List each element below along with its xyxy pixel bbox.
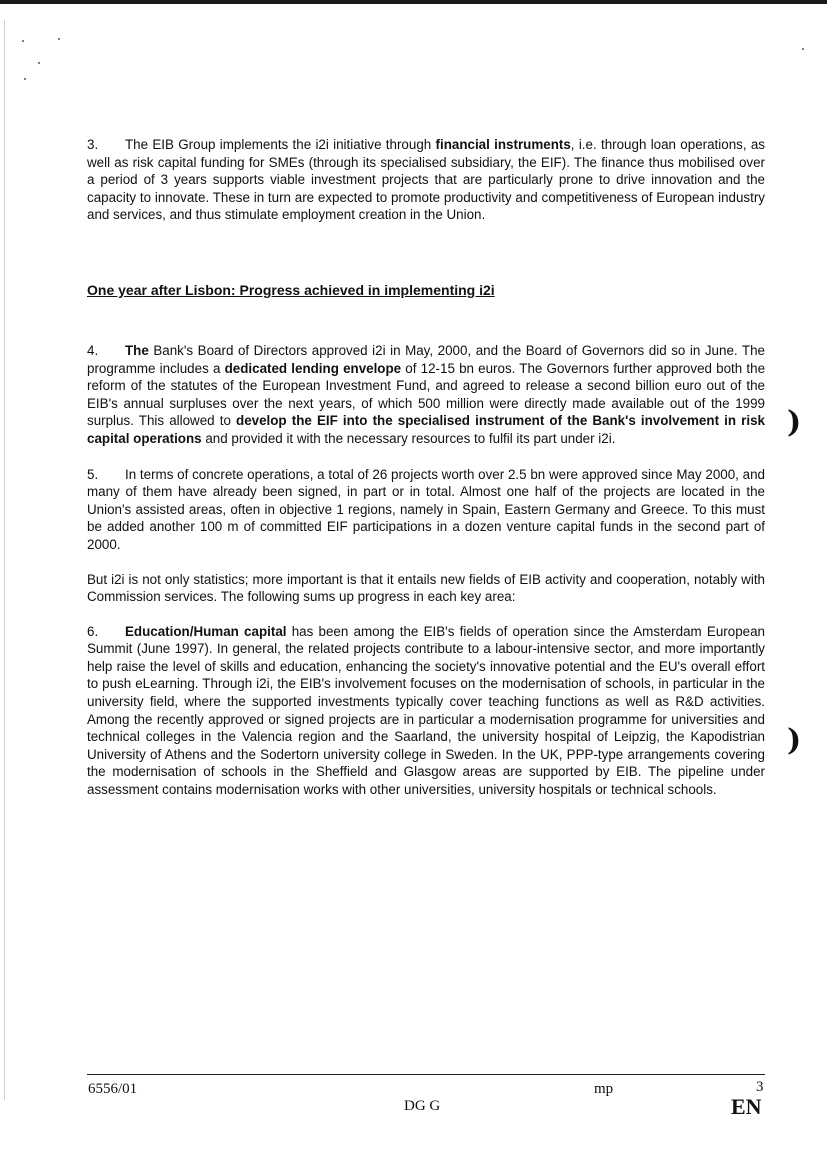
emphasis-text: financial instruments — [435, 137, 571, 152]
paragraph-number: 3. — [87, 137, 99, 152]
paragraph-text: The EIB Group implements the i2i initiative through — [125, 137, 436, 152]
scan-speck — [24, 78, 26, 80]
paragraph-text: Bank's Board of Directors approved i2i in May, 2000, and the Board of Governors did so in June. The programme includes a — [87, 342, 765, 376]
paragraph-number: 5. — [87, 466, 99, 482]
scan-speck — [802, 48, 804, 50]
emphasis-text: Education/Human capital — [125, 623, 287, 639]
paragraph-number: 4. — [87, 342, 99, 358]
left-scan-line — [4, 20, 5, 1100]
margin-bracket-mark: ) — [787, 723, 802, 758]
paragraph-text: has been among the EIB's fields of operation since the Amsterdam European Summit (June 1997). In general, the related projects contribute to a labour-intensive sector, and more importantly help raise the level of skills and education, enhancing the society's innovative potential and the EU's overall effort to push eLearning. Through i2i, the EIB's involvement focuses on the modernisation of schools, in particular in the university field, where the supported investments typically cover teaching functions as well as R&D activities. Among the recently approved or signed projects are in particular a modernisation programme for universities and technical colleges in the Valencia region and the Saarland, the university hospital of Leipzig, the Kapodistrian University of Athens and the Sodertorn university college in Sweden. In the UK, PPP-type arrangements covering the modernisation of schools in the Sheffield and Glasgow areas are supported by EIB. The pipeline under assessment contains modernisation works with other universities, university hospitals or technical schools. — [87, 623, 765, 798]
paragraph-3 — [87, 136, 765, 224]
scan-speck — [38, 62, 40, 64]
paragraph-text: of 12-15 bn euros. The Governors further approved both the reform of the statutes of the European Investment Fund, and agreed to release a second billion euro out of the EIB's annual surpluses over the next years, of which 500 million were directly made available out of the 1999 surplus. This allowed to — [87, 360, 766, 429]
paragraph-number: 6. — [87, 623, 99, 639]
paragraph-5 — [87, 466, 765, 554]
footer-initials: mp — [594, 1081, 614, 1097]
emphasis-text: develop the EIF into the specialised instrument of the Bank's involvement in risk capital operations — [87, 413, 765, 446]
emphasis-text: The — [125, 342, 149, 358]
footer-department: DG G — [404, 1098, 441, 1114]
section-heading: One year after Lisbon: Progress achieved in implementing i2i — [87, 281, 495, 298]
paragraph-text: and provided it with the necessary resources to fulfil its part under i2i. — [201, 430, 616, 446]
footer-language: EN — [731, 1094, 762, 1119]
paragraph-text: , i.e. through loan operations, as well as risk capital funding for SMEs (through its specialised subsidiary, the EIF). The finance thus mobilised over a period of 3 years supports viable investment projects that are particularly prone to drive innovation and the capacity to innovate. These in turn are expected to promote productivity and competitiveness of European industry and services, and thus stimulate employment creation in the Union. — [87, 137, 765, 223]
footer-rule — [87, 1074, 765, 1075]
paragraph-text: In terms of concrete operations, a total of 26 projects worth over 2.5 bn were approved since May 2000, and many of them have already been signed, in part or in total. Almost one half of the projects are located in the Union's assisted areas, often in objective 1 regions, namely in Spain, Eastern Germany and Greece. To this must be added another 100 m of committed EIF participations in a dozen venture capital funds in the second part of 2000. — [87, 466, 765, 552]
document-body — [87, 136, 765, 799]
paragraph-6 — [87, 623, 765, 799]
paragraph-statistics: But i2i is not only statistics; more important is that it entails new fields of EIB activity and cooperation, notably with Commission services. The following sums up progress in each key area: — [87, 571, 765, 605]
top-scan-border — [0, 0, 827, 4]
paragraph-4 — [87, 342, 765, 448]
footer-page-number: 3 — [756, 1079, 764, 1095]
scan-speck — [58, 38, 60, 40]
scan-speck — [22, 40, 24, 42]
footer-doc-ref: 6556/01 — [88, 1081, 138, 1097]
emphasis-text: dedicated lending envelope — [224, 360, 402, 376]
margin-bracket-mark: ) — [787, 405, 802, 440]
